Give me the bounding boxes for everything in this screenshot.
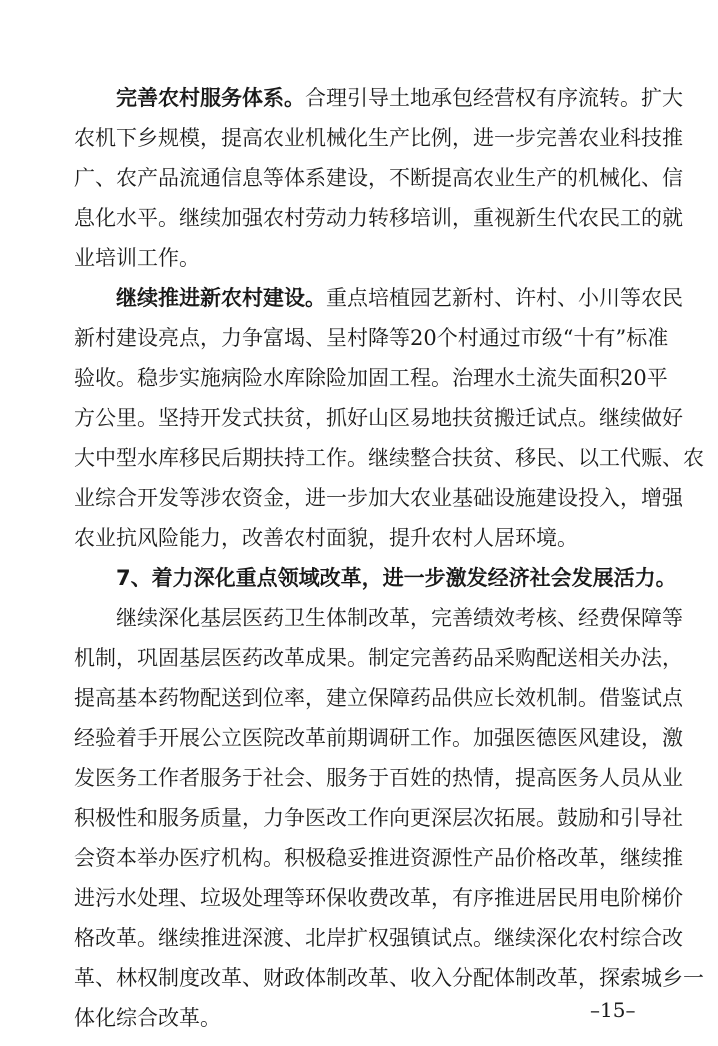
section-heading: 7、着力深化重点领域改革，进一步激发经济社会发展活力。 (116, 566, 677, 590)
paragraph-line: 进污水处理、垃圾处理等环保收费改革，有序推进居民用电阶梯价 (74, 886, 683, 910)
paragraph-line: 业综合开发等涉农资金，进一步加大农业基础设施建设投入，增强 (74, 486, 683, 510)
paragraph-line: 农业抗风险能力，改善农村面貌，提升农村人居环境。 (74, 526, 578, 550)
paragraph-line: 广、农产品流通信息等体系建设，不断提高农业生产的机械化、信 (74, 166, 683, 190)
paragraph-line (116, 78, 683, 118)
paragraph-lead: 继续推进新农村建设。 (116, 286, 326, 310)
paragraph-line: 验收。稳步实施病险水库除险加固工程。治理水土流失面积20平 (74, 366, 668, 390)
paragraph-lead: 完善农村服务体系。 (116, 86, 305, 110)
paragraph-line: 体化综合改革。 (74, 1006, 221, 1030)
paragraph-line: 革、林权制度改革、财政体制改革、收入分配体制改革，探索城乡一 (74, 966, 704, 990)
paragraph-line: 发医务工作者服务于社会、服务于百姓的热情，提高医务人员从业 (74, 766, 683, 790)
paragraph-line: 息化水平。继续加强农村劳动力转移培训，重视新生代农民工的就 (74, 206, 683, 230)
paragraph-line: 大中型水库移民后期扶持工作。继续整合扶贫、移民、以工代赈、农 (74, 446, 704, 470)
paragraph-line: 继续深化基层医药卫生体制改革，完善绩效考核、经费保障等 (116, 606, 683, 630)
paragraph-line: 业培训工作。 (74, 246, 200, 270)
paragraph-line: 提高基本药物配送到位率，建立保障药品供应长效机制。借鉴试点 (74, 686, 683, 710)
paragraph-line: 农机下乡规模，提高农业机械化生产比例，进一步完善农业科技推 (74, 126, 683, 150)
paragraph-text: 重点培植园艺新村、许村、小川等农民 (326, 286, 683, 310)
paragraph-line: 积极性和服务质量，力争医改工作向更深层次拓展。鼓励和引导社 (74, 806, 683, 830)
paragraph-text: 合理引导土地承包经营权有序流转。扩大 (305, 86, 683, 110)
paragraph-line (116, 278, 683, 318)
paragraph-line: 方公里。坚持开发式扶贫，抓好山区易地扶贫搬迁试点。继续做好 (74, 406, 683, 430)
paragraph-line: 新村建设亮点，力争富堨、呈村降等20个村通过市级“十有”标准 (74, 326, 669, 350)
paragraph-line: 机制，巩固基层医药改革成果。制定完善药品采购配送相关办法， (74, 646, 683, 670)
paragraph-line: 经验着手开展公立医院改革前期调研工作。加强医德医风建设，激 (74, 726, 683, 750)
page-number: –15– (590, 998, 636, 1022)
paragraph-line: 格改革。继续推进深渡、北岸扩权强镇试点。继续深化农村综合改 (74, 926, 683, 950)
paragraph-line: 会资本举办医疗机构。积极稳妥推进资源性产品价格改革，继续推 (74, 846, 683, 870)
